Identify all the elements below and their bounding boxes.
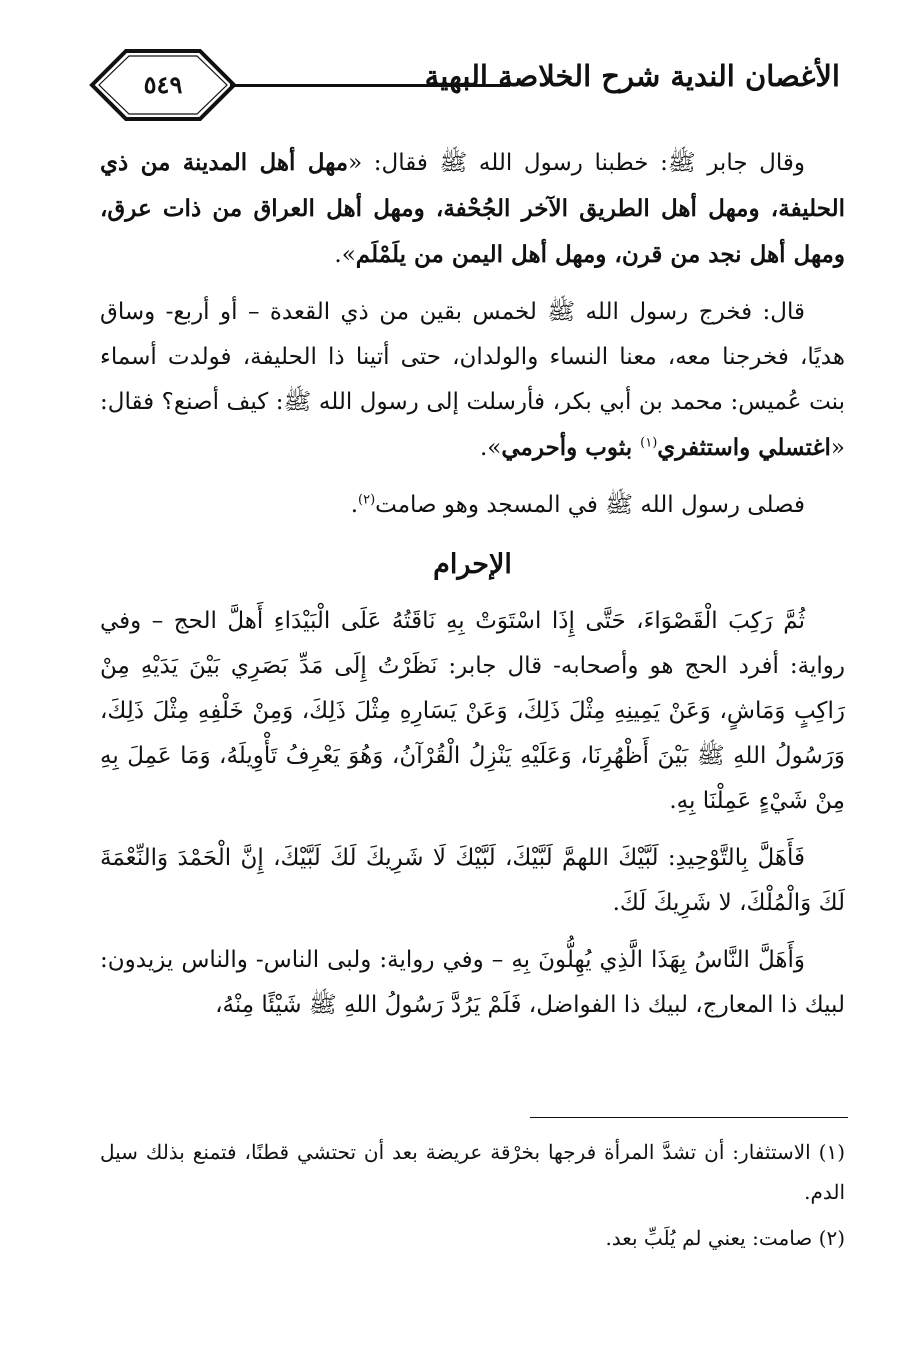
paragraph-text: وقال جابر ﷺ: خطبنا رسول الله ﷺ فقال: « [348, 150, 805, 176]
paragraph-ihram [100, 599, 845, 824]
paragraph-text: وَأَهَلَّ النَّاسُ بِهَذَا الَّذِي يُهِلُّونَ بِهِ – وفي رواية: ولبى الناس- والناس يزيدون: لبيك ذا المعارج، لبيك ذا الفواضل، فَلَمْ يَرُدَّ رَسُولُ اللهِ ﷺ شَيْئًا مِنْهُ، [100, 947, 845, 1018]
paragraph-people-talbiyah [100, 938, 845, 1028]
page-number-frame [88, 47, 238, 123]
paragraph-text: ». [479, 435, 502, 461]
footnote-ref-2[interactable]: (٢) [358, 492, 376, 508]
page-header [80, 45, 840, 125]
running-title: الأغصان الندية شرح الخلاصة البهية [424, 59, 840, 93]
paragraph-text: ». [334, 242, 356, 268]
paragraph-prayer [100, 483, 845, 528]
section-heading: الإحرام [433, 549, 512, 580]
page-number: ٥٤٩ [143, 70, 183, 99]
paragraph-text: فَأَهَلَّ بِالتَّوْحِيدِ: لَبَّيْكَ اللهمَّ لَبَّيْكَ، لَبَّيْكَ لَا شَرِيكَ لَكَ لَبَّيْكَ، إِنَّ الْحَمْدَ وَالنِّعْمَةَ لَكَ وَالْمُلْكَ، لا شَرِيكَ لَكَ. [100, 845, 845, 916]
paragraph-talbiyah [100, 836, 845, 926]
footnotes [100, 1132, 845, 1264]
footnote-2: (٢) صامت: يعني لم يُلَبِّ بعد. [605, 1226, 845, 1250]
paragraph-text: . [350, 492, 358, 518]
footnote-separator [530, 1117, 848, 1118]
paragraph-text: فصلى رسول الله ﷺ في المسجد وهو صامت [375, 492, 805, 518]
hadith-quote: مهل أهل المدينة من ذي الحليفة، ومهل أهل الطريق الآخر الجُحْفة، ومهل أهل العراق من ذات عرق، ومهل أهل نجد من قرن، ومهل أهل اليمن من يلَمْلَم [100, 149, 845, 268]
paragraph-departure [100, 290, 845, 471]
hadith-quote: بثوب وأحرمي [501, 434, 641, 461]
paragraph-text: قال: فخرج رسول الله ﷺ لخمس بقين من ذي القعدة – أو أربع- وساق هديًا، فخرجنا معه، معنا النساء والولدان، حتى أتينا ذا الحليفة، فولدت أسماء بنت عُميس: محمد بن أبي بكر، فأرسلت إلى رسول الله ﷺ: كيف أصنع؟ فقال: « [100, 299, 845, 461]
footnote-1: (١) الاستثفار: أن تشدَّ المرأة فرجها بخرْقة عريضة بعد أن تحتشي قطنًا، فتمنع بذلك سيل الدم. [100, 1140, 845, 1204]
footnote-ref-1[interactable]: (١) [640, 435, 658, 451]
paragraph-text: ثُمَّ رَكِبَ الْقَصْوَاءَ، حَتَّى إِذَا اسْتَوَتْ بِهِ نَاقَتُهُ عَلَى الْبَيْدَاءِ أَهلَّ الحج – وفي رواية: أفرد الحج هو وأصحابه- قال جابر: نَظَرْتُ إِلَى مَدِّ بَصَرِي بَيْنَ يَدَيْهِ مِنْ رَاكِبٍ وَمَاشٍ، وَعَنْ يَمِينِهِ مِثْلَ ذَلِكَ، وَعَنْ يَسَارِهِ مِثْلَ ذَلِكَ، وَمِنْ خَلْفِهِ مِثْلَ ذَلِكَ، وَرَسُولُ اللهِ ﷺ بَيْنَ أَظْهُرِنَا، وَعَلَيْهِ يَنْزِلُ الْقُرْآنُ، وَهُوَ يَعْرِفُ تَأْوِيلَهُ، وَمَا عَمِلَ بِهِ مِنْ شَيْءٍ عَمِلْنَا بِهِ. [100, 608, 845, 814]
main-text [100, 140, 845, 1040]
paragraph-jabir-sermon [100, 140, 845, 278]
hadith-quote: اغتسلي واستثفري [657, 434, 831, 461]
